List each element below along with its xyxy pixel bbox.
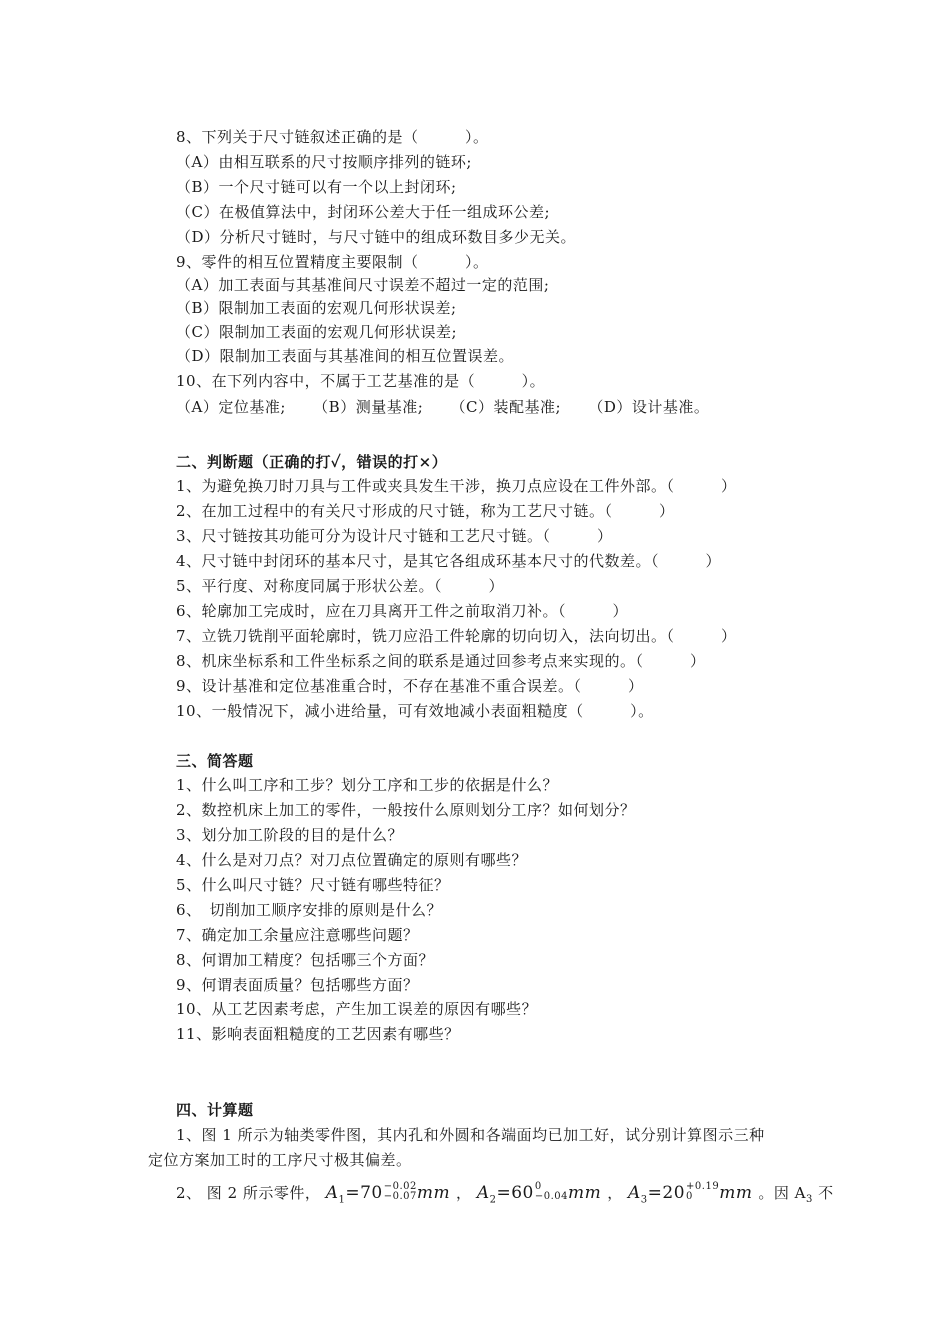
mc-option-10a: （A）定位基准;	[176, 398, 286, 416]
tf-item: 4、尺寸链中封闭环的基本尺寸，是其它各组成环基本尺寸的代数差。（ ）	[176, 552, 722, 570]
mc-option-10b: （B）测量基准;	[313, 398, 424, 416]
sa-item: 3、划分加工阶段的目的是什么？	[176, 826, 404, 844]
calc-problem-1-line-1: 1、图 1 所示为轴类零件图，其内孔和外圆和各端面均已加工好，试分别计算图示三种	[176, 1126, 765, 1144]
formula-a2	[476, 1180, 607, 1206]
formula-a2-lower: −0.04	[534, 1190, 569, 1202]
formula-a2-unit: mm	[568, 1183, 602, 1203]
formula-a3-value: =20	[647, 1183, 686, 1203]
sa-item: 8、何谓加工精度？包括哪三个方面？	[176, 951, 435, 969]
tf-item: 7、立铣刀铣削平面轮廓时，铣刀应沿工件轮廓的切向切入，法向切出。（ ）	[176, 627, 737, 645]
formula-a2-tolerance	[535, 1182, 568, 1202]
mc-option-9b: （B）限制加工表面的宏观几何形状误差;	[176, 299, 457, 317]
formula-a3-symbol: A	[628, 1183, 641, 1203]
formula-a1-value: =70	[345, 1183, 383, 1203]
tf-item: 9、设计基准和定位基准重合时，不存在基准不重合误差。（ ）	[176, 677, 644, 695]
formula-a3-subscript: 3	[640, 1194, 648, 1206]
mc-options-10	[176, 397, 709, 417]
formula-a3-unit: mm	[719, 1183, 753, 1203]
sa-item: 11、影响表面粗糙度的工艺因素有哪些？	[176, 1025, 460, 1043]
formula-a2-value: =60	[496, 1183, 534, 1203]
tf-item: 3、尺寸链按其功能可分为设计尺寸链和工艺尺寸链。（ ）	[176, 527, 613, 545]
formula-a2-symbol: A	[476, 1183, 490, 1203]
formula-a3	[628, 1180, 758, 1206]
tf-heading: 二、判断题（正确的打✓，错误的打×）	[176, 453, 448, 471]
mc-option-9c: （C）限制加工表面的宏观几何形状误差;	[176, 323, 458, 341]
formula-separator: ，	[456, 1184, 472, 1202]
formula-a2-upper: 0	[534, 1180, 542, 1192]
formula-a3-lower: 0	[686, 1190, 693, 1202]
sa-item: 2、数控机床上加工的零件，一般按什么原则划分工序？如何划分？	[176, 801, 636, 819]
formula-separator: ，	[607, 1184, 623, 1202]
sa-item: 9、何谓表面质量？包括哪些方面？	[176, 976, 419, 994]
calc-problem-1-line-2: 定位方案加工时的工序尺寸极其偏差。	[148, 1151, 412, 1169]
sa-item: 1、什么叫工序和工步？划分工序和工步的依据是什么？	[176, 776, 559, 794]
mc-option-8c: （C）在极值算法中，封闭环公差大于任一组成环公差;	[176, 203, 551, 221]
formula-a2-subscript: 2	[489, 1194, 497, 1206]
formula-a1-tolerance	[384, 1182, 417, 1202]
tf-item: 2、在加工过程中的有关尺寸形成的尺寸链，称为工艺尺寸链。（ ）	[176, 502, 675, 520]
mc-option-8b: （B）一个尺寸链可以有一个以上封闭环;	[176, 178, 457, 196]
tf-item: 10、一般情况下，减小进给量，可有效地减小表面粗糙度（ ）。	[176, 702, 654, 720]
formula-a1-upper: −0.02	[383, 1180, 417, 1192]
formula-a3-upper: +0.19	[686, 1180, 720, 1192]
mc-question-9: 9、零件的相互位置精度主要限制（ ）。	[176, 253, 489, 271]
mc-question-8: 8、下列关于尺寸链叙述正确的是（ ）。	[176, 128, 489, 146]
sa-item: 5、什么叫尺寸链？尺寸链有哪些特征？	[176, 876, 450, 894]
sa-item: 4、什么是对刀点？对刀点位置确定的原则有哪些？	[176, 851, 528, 869]
sa-item: 10、从工艺因素考虑，产生加工误差的原因有哪些？	[176, 1000, 538, 1018]
mc-option-8d: （D）分析尺寸链时，与尺寸链中的组成环数目多少无关。	[176, 228, 577, 246]
formula-a3-tolerance	[686, 1182, 719, 1202]
tf-item: 6、轮廓加工完成时，应在刀具离开工件之前取消刀补。（ ）	[176, 602, 629, 620]
sa-item: 6、 切削加工顺序安排的原则是什么？	[176, 901, 443, 919]
tf-item: 5、平行度、对称度同属于形状公差。（ ）	[176, 577, 505, 595]
mc-option-9a: （A）加工表面与其基准间尺寸误差不超过一定的范围;	[176, 276, 550, 294]
formula-a1-subscript: 1	[338, 1194, 346, 1206]
tf-item: 1、为避免换刀时刀具与工件或夹具发生干涉，换刀点应设在工件外部。（ ）	[176, 477, 737, 495]
mc-option-10c: （C）装配基准;	[450, 398, 562, 416]
calc-problem-2	[176, 1180, 834, 1213]
calc-problem-2-suffix: 。因 A	[758, 1184, 806, 1202]
tf-item: 8、机床坐标系和工件坐标系之间的联系是通过回参考点来实现的。（ ）	[176, 652, 706, 670]
sa-item: 7、确定加工余量应注意哪些问题？	[176, 926, 419, 944]
calc-heading: 四、计算题	[176, 1101, 254, 1119]
sa-heading: 三、简答题	[176, 752, 254, 770]
calc-problem-2-suffix-subscript: 3	[805, 1194, 813, 1205]
formula-a1-symbol: A	[325, 1183, 339, 1203]
mc-option-10d: （D）设计基准。	[588, 398, 710, 416]
formula-a1-unit: mm	[416, 1183, 451, 1203]
calc-problem-2-suffix-end: 不	[812, 1184, 834, 1202]
formula-a1-lower: −0.07	[383, 1190, 417, 1202]
mc-question-10: 10、在下列内容中，不属于工艺基准的是（ ）。	[176, 372, 546, 390]
mc-option-8a: （A）由相互联系的尺寸按顺序排列的链环;	[176, 153, 472, 171]
formula-a1	[325, 1180, 456, 1206]
calc-problem-2-prefix: 2、 图 2 所示零件，	[176, 1184, 321, 1202]
mc-option-9d: （D）限制加工表面与其基准间的相互位置误差。	[176, 347, 515, 365]
